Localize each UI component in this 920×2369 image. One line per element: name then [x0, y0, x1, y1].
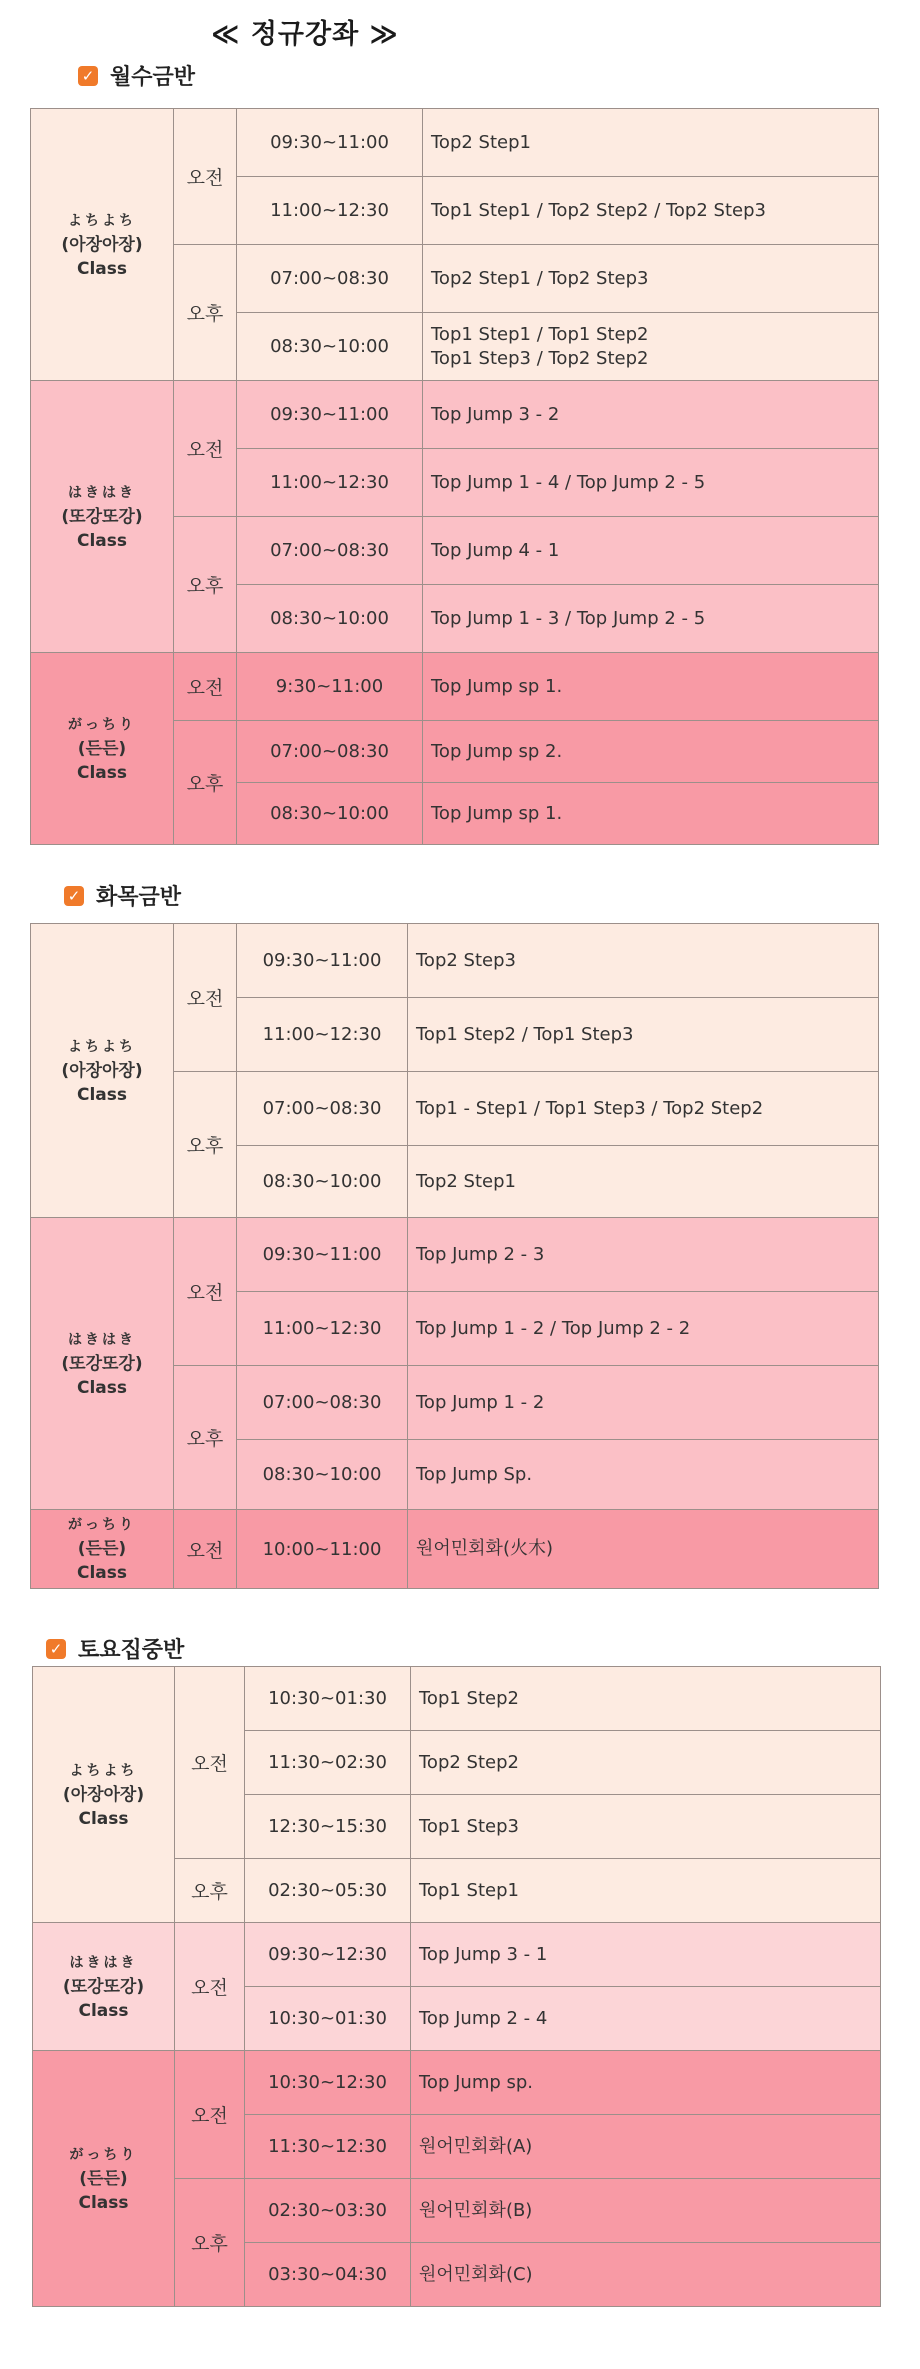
course-cell: Top Jump 1 - 3 / Top Jump 2 - 5	[423, 585, 879, 653]
checkbox-icon: ✓	[78, 66, 98, 86]
period-label: 오전	[174, 381, 237, 517]
course-cell: 원어민회화(A)	[411, 2115, 881, 2179]
time-cell: 02:30~03:30	[245, 2179, 411, 2243]
time-cell: 08:30~10:00	[237, 783, 423, 845]
period-label: 오후	[174, 1072, 237, 1218]
time-cell: 07:00~08:30	[237, 721, 423, 783]
period-label: 오전	[174, 1218, 237, 1366]
time-cell: 11:00~12:30	[237, 998, 408, 1072]
period-label: 오후	[174, 721, 237, 845]
time-cell: 07:00~08:30	[237, 517, 423, 585]
table-row	[31, 924, 879, 998]
time-cell: 12:30~15:30	[245, 1795, 411, 1859]
time-cell: 02:30~05:30	[245, 1859, 411, 1923]
time-cell: 08:30~10:00	[237, 1440, 408, 1510]
table-row	[31, 109, 879, 177]
period-label: 오전	[175, 2051, 245, 2179]
course-cell: 원어민회화(火木)	[408, 1510, 879, 1589]
course-cell: Top1 Step2	[411, 1667, 881, 1731]
period-label: 오전	[175, 1923, 245, 2051]
time-cell: 07:00~08:30	[237, 245, 423, 313]
table-row	[31, 381, 879, 449]
course-line-2: Top1 Step3 / Top2 Step2	[431, 347, 649, 369]
schedule-table-mon-wed-fri	[30, 108, 879, 845]
course-cell: Top Jump 3 - 1	[411, 1923, 881, 1987]
checkbox-icon: ✓	[64, 886, 84, 906]
time-cell: 03:30~04:30	[245, 2243, 411, 2307]
time-cell: 09:30~11:00	[237, 924, 408, 998]
course-cell: Top2 Step1	[408, 1146, 879, 1218]
period-label: 오전	[175, 1667, 245, 1859]
table-row	[31, 653, 879, 721]
time-cell: 09:30~11:00	[237, 381, 423, 449]
period-label: 오후	[174, 1366, 237, 1510]
time-cell: 11:30~02:30	[245, 1731, 411, 1795]
time-cell: 11:00~12:30	[237, 177, 423, 245]
time-cell: 07:00~08:30	[237, 1366, 408, 1440]
time-cell: 08:30~10:00	[237, 1146, 408, 1218]
course-cell: Top Jump 2 - 4	[411, 1987, 881, 2051]
course-cell: Top1 Step1	[411, 1859, 881, 1923]
period-label: 오후	[175, 1859, 245, 1923]
course-cell: Top Jump sp 2.	[423, 721, 879, 783]
period-label: 오전	[174, 1510, 237, 1589]
class-label-gacchiri: がっちり (든든) Class	[33, 2051, 175, 2307]
course-cell: Top1 Step2 / Top1 Step3	[408, 998, 879, 1072]
course-cell: Top1 Step1 / Top2 Step2 / Top2 Step3	[423, 177, 879, 245]
course-cell: Top Jump 4 - 1	[423, 517, 879, 585]
time-cell: 11:30~12:30	[245, 2115, 411, 2179]
course-line-1: Top1 Step1 / Top1 Step2	[431, 323, 649, 345]
course-cell: Top Jump sp.	[411, 2051, 881, 2115]
course-cell	[423, 313, 879, 381]
section-heading-mon-wed-fri	[78, 60, 195, 91]
table-row	[33, 1667, 881, 1731]
time-cell: 10:30~12:30	[245, 2051, 411, 2115]
schedule-table-saturday	[32, 1666, 881, 2307]
time-cell: 07:00~08:30	[237, 1072, 408, 1146]
class-label-gacchiri: がっちり (든든) Class	[31, 1510, 174, 1589]
course-cell: Top Jump sp 1.	[423, 653, 879, 721]
course-cell: Top2 Step1	[423, 109, 879, 177]
time-cell: 11:00~12:30	[237, 1292, 408, 1366]
class-label-hakihaki: はきはき (또강또강) Class	[31, 1218, 174, 1510]
course-cell: Top2 Step2	[411, 1731, 881, 1795]
time-cell: 10:30~01:30	[245, 1667, 411, 1731]
section-title: 월수금반	[110, 65, 196, 90]
time-cell: 08:30~10:00	[237, 585, 423, 653]
class-label-hakihaki: はきはき (또강또강) Class	[31, 381, 174, 653]
period-label: 오후	[175, 2179, 245, 2307]
period-label: 오후	[174, 245, 237, 381]
time-cell: 08:30~10:00	[237, 313, 423, 381]
checkbox-icon: ✓	[46, 1639, 66, 1659]
class-label-yochiyochi: よちよち (아장아장) Class	[31, 109, 174, 381]
time-cell: 09:30~12:30	[245, 1923, 411, 1987]
period-label: 오전	[174, 924, 237, 1072]
period-label: 오후	[174, 517, 237, 653]
time-cell: 11:00~12:30	[237, 449, 423, 517]
course-cell: Top Jump 1 - 2	[408, 1366, 879, 1440]
class-label-yochiyochi: よちよち (아장아장) Class	[31, 924, 174, 1218]
time-cell: 10:00~11:00	[237, 1510, 408, 1589]
table-row	[33, 1923, 881, 1987]
period-label: 오전	[174, 109, 237, 245]
schedule-table-tue-thu-fri	[30, 923, 879, 1589]
course-cell: 원어민회화(B)	[411, 2179, 881, 2243]
course-cell: Top1 - Step1 / Top1 Step3 / Top2 Step2	[408, 1072, 879, 1146]
class-label-gacchiri: がっちり (든든) Class	[31, 653, 174, 845]
course-cell: Top Jump Sp.	[408, 1440, 879, 1510]
course-cell: Top Jump 3 - 2	[423, 381, 879, 449]
time-cell: 10:30~01:30	[245, 1987, 411, 2051]
course-cell: Top Jump 2 - 3	[408, 1218, 879, 1292]
class-label-hakihaki: はきはき (또강또강) Class	[33, 1923, 175, 2051]
course-cell: Top Jump 1 - 2 / Top Jump 2 - 2	[408, 1292, 879, 1366]
table-row	[31, 1510, 879, 1589]
section-title: 화목금반	[96, 885, 182, 910]
section-title: 토요집중반	[78, 1638, 185, 1663]
course-cell: Top2 Step1 / Top2 Step3	[423, 245, 879, 313]
course-cell: Top2 Step3	[408, 924, 879, 998]
time-cell: 09:30~11:00	[237, 109, 423, 177]
section-heading-saturday	[46, 1633, 184, 1664]
course-cell: 원어민회화(C)	[411, 2243, 881, 2307]
class-label-yochiyochi: よちよち (아장아장) Class	[33, 1667, 175, 1923]
section-heading-tue-thu-fri	[64, 880, 181, 911]
course-cell: Top Jump sp 1.	[423, 783, 879, 845]
time-cell: 9:30~11:00	[237, 653, 423, 721]
course-cell: Top1 Step3	[411, 1795, 881, 1859]
period-label: 오전	[174, 653, 237, 721]
course-cell: Top Jump 1 - 4 / Top Jump 2 - 5	[423, 449, 879, 517]
time-cell: 09:30~11:00	[237, 1218, 408, 1292]
page-title: ≪ 정규강좌 ≫	[211, 19, 399, 50]
table-row	[33, 2051, 881, 2115]
table-row	[31, 1218, 879, 1292]
